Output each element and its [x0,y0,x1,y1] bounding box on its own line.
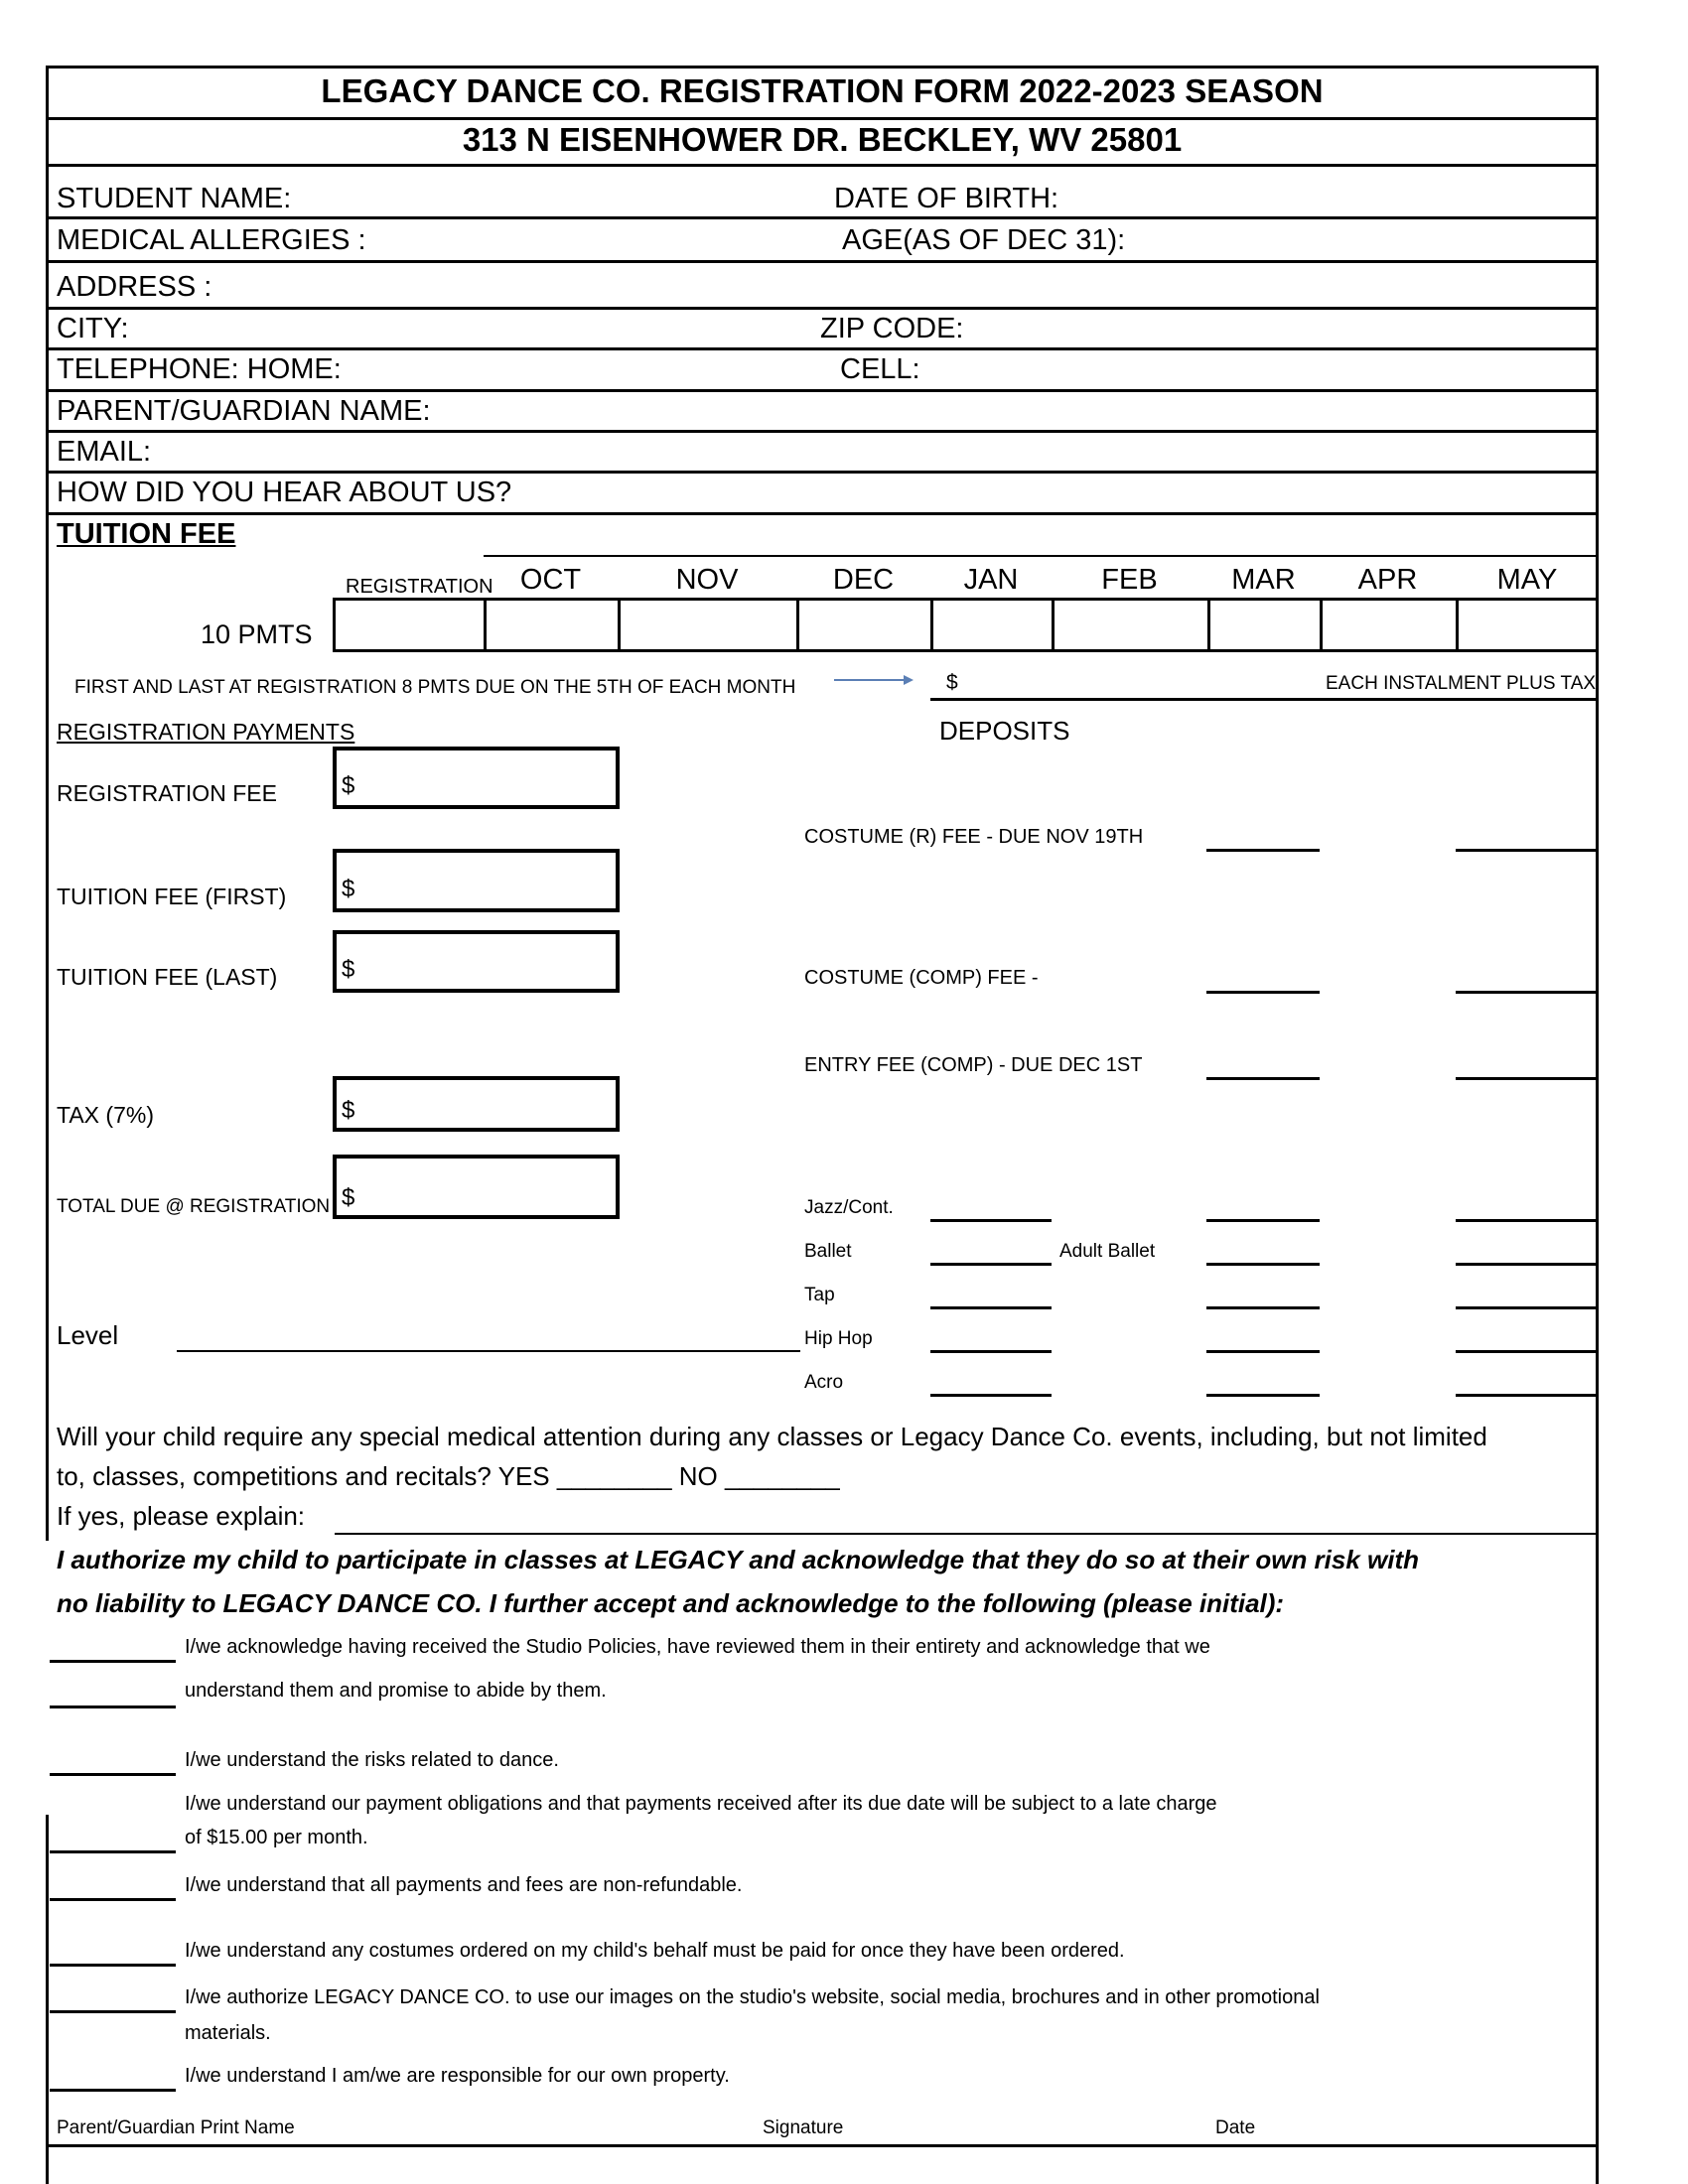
tuition-mar-cell[interactable] [1214,608,1314,635]
registration-col-header: REGISTRATION [346,576,493,598]
divider [46,347,1599,350]
month-header-mar: MAR [1231,564,1296,596]
dollar-sign: $ [342,772,355,799]
dollar-sign: $ [342,1184,355,1211]
zip-code-label: ZIP CODE: [820,313,964,344]
initial-line[interactable] [50,2010,176,2013]
divider [46,512,1599,515]
deposit-line[interactable] [1456,1077,1596,1080]
divider [46,216,1599,219]
class-ballet-label: Ballet [804,1241,852,1262]
deposits-heading: DEPOSITS [939,716,1070,746]
cell-label: CELL: [840,353,920,385]
tuition-feb-cell[interactable] [1058,608,1201,635]
grid-line [1052,598,1055,652]
tuition-fee-first-label: TUITION FEE (FIRST) [57,884,287,909]
divider [46,430,1599,433]
deposit-line[interactable] [1206,991,1320,994]
month-header-may: MAY [1496,564,1558,596]
zip-code-input[interactable] [963,315,1559,342]
date-label: Date [1215,2117,1256,2138]
ack-policies-line1: I/we acknowledge having received the Studio Policies, have reviewed them in their entirety and acknowledge that we [185,1636,1210,1658]
class-line[interactable] [1206,1263,1320,1266]
medical-question-line1: Will your child require any special medical attention during any classes or Legacy Dance Co. events, including, but not limited [57,1422,1487,1451]
email-input[interactable] [159,438,1559,466]
month-header-apr: APR [1357,564,1418,596]
initial-line[interactable] [50,1850,176,1853]
form-border-left-lower [46,1815,49,2184]
registration-fee-box[interactable] [333,747,620,809]
divider [930,698,1599,701]
signature-label: Signature [763,2117,844,2138]
class-jazz-cont-label: Jazz/Cont. [804,1197,894,1218]
grid-line [1207,598,1210,652]
class-line[interactable] [1456,1394,1596,1397]
initial-line[interactable] [50,1773,176,1776]
parent-guardian-name-label: PARENT/GUARDIAN NAME: [57,395,431,427]
grid-line [796,598,799,652]
tuition-dec-cell[interactable] [803,608,924,635]
class-line[interactable] [930,1306,1052,1309]
grid-line [930,598,933,652]
ack-costumes: I/we understand any costumes ordered on my child's behalf must be paid for once they have been ordered. [185,1940,1125,1962]
class-line[interactable] [930,1219,1052,1222]
class-line[interactable] [1206,1219,1320,1222]
authorization-line1: I authorize my child to participate in classes at LEGACY and acknowledge that they do so at their own risk with [57,1545,1420,1574]
tuition-may-cell[interactable] [1463,608,1592,635]
studio-address: 313 N EISENHOWER DR. BECKLEY, WV 25801 [462,121,1183,158]
dollar-sign: $ [342,1097,355,1124]
costume-r-fee-label: COSTUME (R) FEE - DUE NOV 19TH [804,826,1144,848]
ack-property: I/we understand I am/we are responsible for our own property. [185,2065,730,2087]
tuition-apr-cell[interactable] [1327,608,1450,635]
tuition-payment-note: FIRST AND LAST AT REGISTRATION 8 PMTS DUE ON THE 5TH OF EACH MONTH [74,677,796,698]
class-line[interactable] [1456,1350,1596,1353]
tuition-fee-heading: TUITION FEE [57,518,236,550]
explain-label: If yes, please explain: [57,1501,306,1531]
ack-images-line2: materials. [185,2022,271,2044]
initial-line[interactable] [50,1898,176,1901]
initial-line[interactable] [50,1964,176,1967]
telephone-home-input[interactable] [338,355,814,383]
class-line[interactable] [930,1394,1052,1397]
parent-print-name-label: Parent/Guardian Print Name [57,2117,295,2138]
total-due-label: TOTAL DUE @ REGISTRATION [57,1196,331,1217]
each-instalment-note: EACH INSTALMENT PLUS TAX [1326,673,1597,694]
month-header-nov: NOV [675,564,739,596]
class-line[interactable] [1206,1394,1320,1397]
tuition-registration-cell[interactable] [340,608,479,635]
dollar-sign: $ [342,956,355,983]
ack-policies-line2: understand them and promise to abide by them. [185,1680,607,1702]
deposit-line[interactable] [1206,849,1320,852]
dollar-sign: $ [342,876,355,902]
month-header-oct: OCT [519,564,582,596]
entry-fee-comp-label: ENTRY FEE (COMP) - DUE DEC 1ST [804,1054,1143,1076]
deposit-line[interactable] [1206,1077,1320,1080]
registration-fee-label: REGISTRATION FEE [57,780,277,806]
form-border-left [46,66,49,1541]
city-label: CITY: [57,313,129,344]
class-line[interactable] [1206,1306,1320,1309]
age-input[interactable] [1112,226,1559,254]
costume-comp-fee-label: COSTUME (COMP) FEE - [804,967,1039,989]
class-acro-label: Acro [804,1372,844,1393]
class-line[interactable] [1456,1306,1596,1309]
tuition-nov-cell[interactable] [625,608,790,635]
grid-line [484,598,487,652]
city-input[interactable] [139,315,814,342]
tuition-fee-first-box[interactable] [333,849,620,912]
tuition-oct-cell[interactable] [491,608,612,635]
form-top-border [46,66,1599,68]
ten-payments-label: 10 PMTS [201,619,313,649]
tuition-fee-last-label: TUITION FEE (LAST) [57,964,278,990]
signature-line[interactable] [46,2144,1599,2147]
installment-amount-input[interactable] [968,671,1266,695]
class-hip-hop-label: Hip Hop [804,1328,873,1349]
student-name-label: STUDENT NAME: [57,183,292,214]
grid-line [618,598,621,652]
ack-payments-line2: of $15.00 per month. [185,1827,368,1848]
deposit-line[interactable] [1456,849,1596,852]
date-of-birth-label: DATE OF BIRTH: [834,183,1059,214]
divider [46,389,1599,392]
tuition-jan-cell[interactable] [937,608,1046,635]
divider [484,555,1599,557]
address-label: ADDRESS : [57,271,212,303]
form-title: LEGACY DANCE CO. REGISTRATION FORM 2022-2023 SEASON [321,72,1324,109]
initial-line[interactable] [50,2089,176,2092]
total-due-box[interactable] [333,1155,620,1219]
class-line[interactable] [930,1263,1052,1266]
email-label: EMAIL: [57,436,152,468]
telephone-home-label: TELEPHONE: HOME: [57,353,342,385]
month-header-feb: FEB [1101,564,1158,596]
registration-payments-heading: REGISTRATION PAYMENTS [57,719,355,745]
initial-line[interactable] [50,1660,176,1663]
address-input[interactable] [209,273,1579,301]
divider [46,307,1599,310]
divider [46,260,1599,263]
class-line[interactable] [930,1350,1052,1353]
class-tap-label: Tap [804,1285,835,1305]
class-line[interactable] [1456,1219,1596,1222]
tuition-fee-last-box[interactable] [333,930,620,993]
arrow-right-icon [834,673,914,687]
ack-images-line1: I/we authorize LEGACY DANCE CO. to use our images on the studio's website, social media, brochures and in other promotional [185,1986,1320,2008]
level-label: Level [57,1320,119,1350]
cell-input[interactable] [923,355,1559,383]
medical-allergies-label: MEDICAL ALLERGIES : [57,224,366,256]
explain-input-line[interactable] [335,1533,1599,1535]
deposit-line[interactable] [1456,991,1596,994]
form-border-right [1596,66,1599,2184]
class-line[interactable] [1206,1350,1320,1353]
divider [46,471,1599,474]
how-did-you-hear-input[interactable] [496,478,1559,506]
student-name-input[interactable] [308,185,804,212]
medical-question-line2: to, classes, competitions and recitals? YES ________ NO ________ [57,1461,840,1491]
ack-risks: I/we understand the risks related to dance. [185,1749,559,1771]
month-header-jan: JAN [963,564,1019,596]
authorization-line2: no liability to LEGACY DANCE CO. I further accept and acknowledge to the following (please initial): [57,1588,1285,1618]
medical-allergies-input[interactable] [348,226,824,254]
ack-non-refundable: I/we understand that all payments and fees are non-refundable. [185,1874,743,1896]
date-of-birth-input[interactable] [1053,185,1549,212]
initial-line[interactable] [50,1706,176,1708]
how-did-you-hear-label: HOW DID YOU HEAR ABOUT US? [57,477,512,508]
installment-dollar-sign: $ [946,671,958,694]
tax-box[interactable] [333,1076,620,1132]
parent-guardian-name-input[interactable] [427,397,1559,425]
divider [46,164,1599,167]
class-line[interactable] [1456,1263,1596,1266]
level-input-line[interactable] [177,1350,800,1352]
divider [46,117,1599,120]
ack-payments-line1: I/we understand our payment obligations and that payments received after its due date will be subject to a late charge [185,1793,1217,1815]
adult-ballet-label: Adult Ballet [1059,1241,1156,1262]
month-header-dec: DEC [832,564,895,596]
grid-line [1320,598,1323,652]
age-label: AGE(AS OF DEC 31): [842,224,1126,256]
grid-line [1456,598,1459,652]
tax-label: TAX (7%) [57,1102,154,1128]
